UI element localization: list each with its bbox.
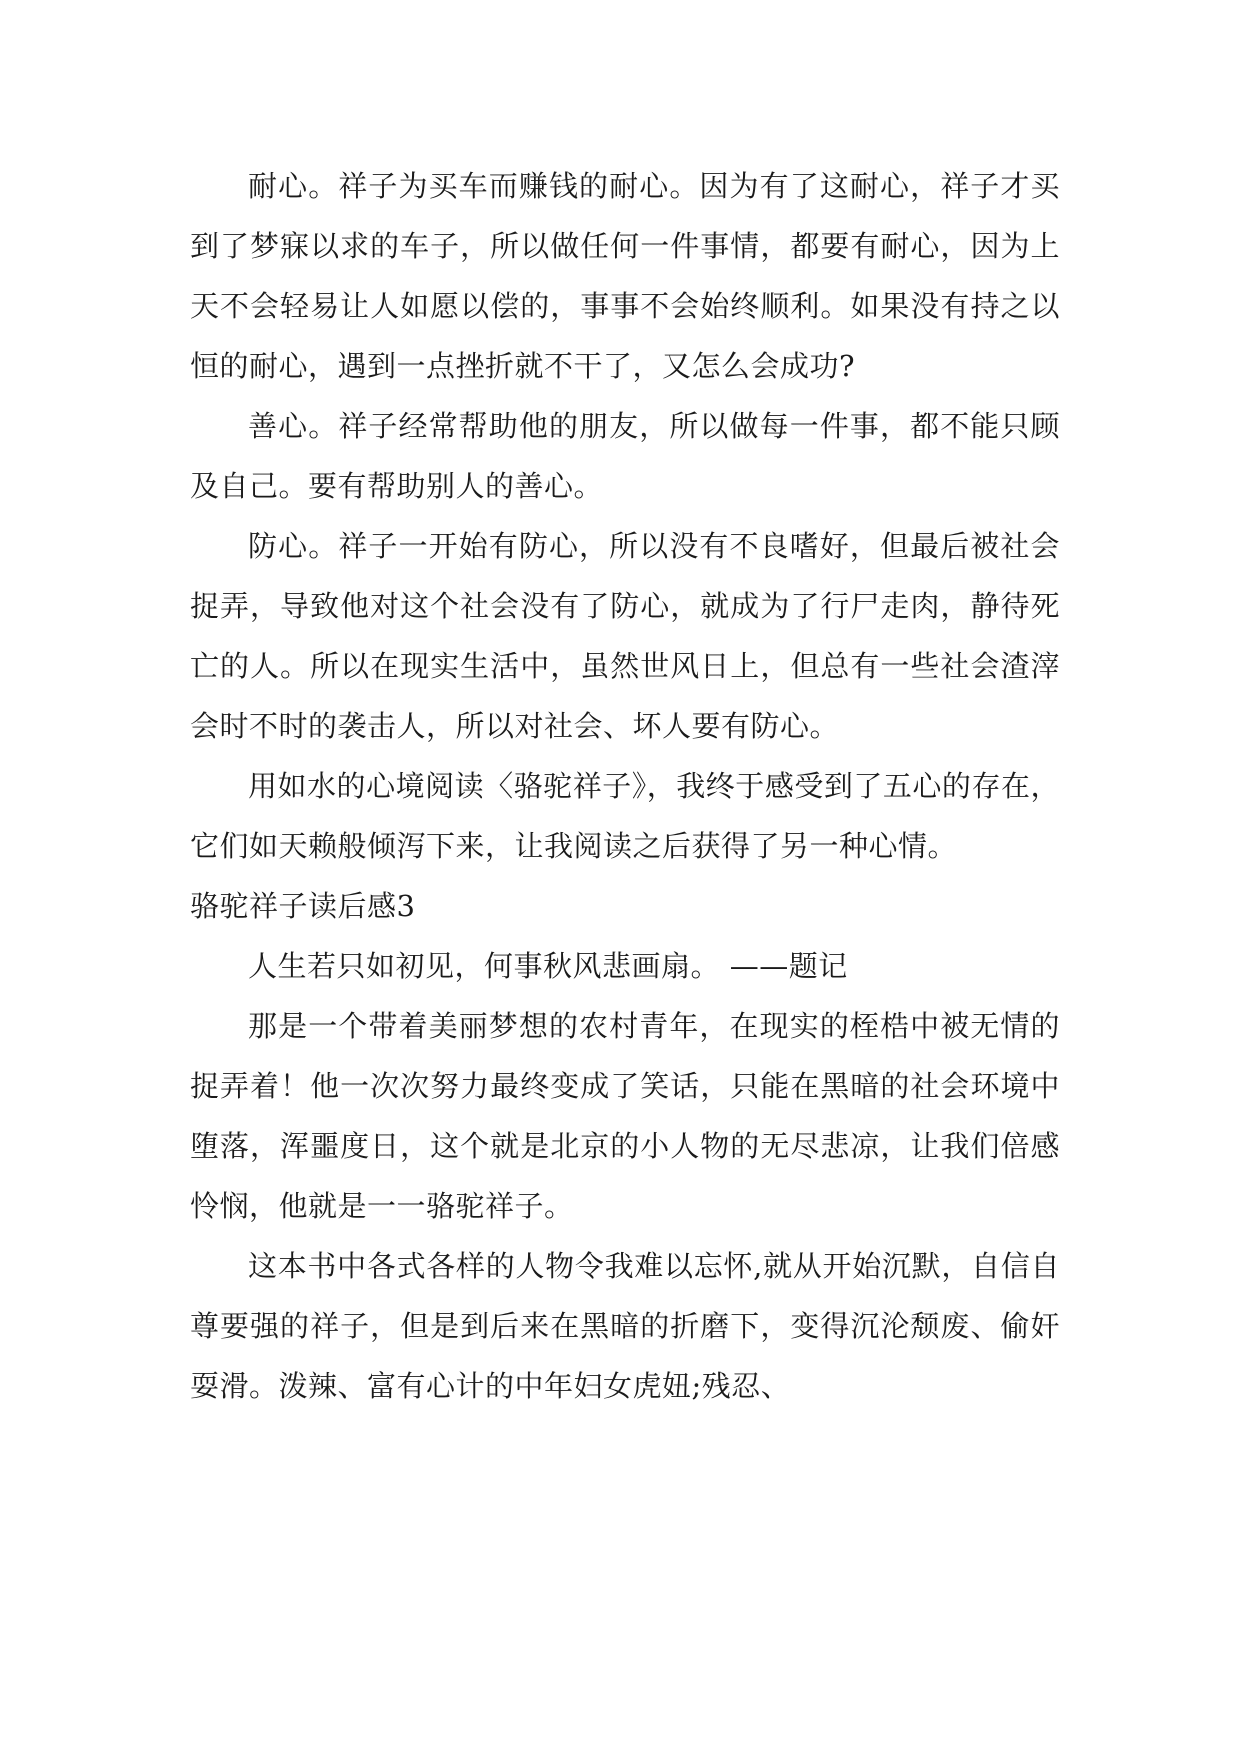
paragraph-kindness: 善心。祥子经常帮助他的朋友，所以做每一件事，都不能只顾及自己。要有帮助别人的善心。 xyxy=(190,409,1060,503)
paragraph-vigilance: 防心。祥子一开始有防心，所以没有不良嗜好，但最后被社会捉弄，导致他对这个社会没有了防心，就成为了行尸走肉，静待死亡的人。所以在现实生活中，虽然世风日上，但总有一些社会渣滓会时不时的袭击人，所以对社会、坏人要有防心。 xyxy=(190,529,1060,743)
paragraph-characters: 这本书中各式各样的人物令我难以忘怀,就从开始沉默，自信自尊要强的祥子，但是到后来在黑暗的折磨下，变得沉沦颓废、偷奸耍滑。泼辣、富有心计的中年妇女虎妞;残忍、 xyxy=(190,1249,1060,1403)
paragraph-patience: 耐心。祥子为买车而赚钱的耐心。因为有了这耐心，祥子才买到了梦寐以求的车子，所以做任何一件事情，都要有耐心，因为上天不会轻易让人如愿以偿的，事事不会始终顺利。如果没有持之以恒的耐心，遇到一点挫折就不干了，又怎么会成功? xyxy=(190,169,1060,383)
section-heading: 骆驼祥子读后感3 xyxy=(190,889,416,923)
document-body xyxy=(190,156,1060,1416)
paragraph-epigraph: 人生若只如初见，何事秋风悲画扇。 ——题记 xyxy=(248,949,848,983)
paragraph-introduction: 那是一个带着美丽梦想的农村青年，在现实的桎梏中被无情的捉弄着！他一次次努力最终变成了笑话，只能在黑暗的社会环境中堕落，浑噩度日，这个就是北京的小人物的无尽悲凉，让我们倍感怜悯，他就是一一骆驼祥子。 xyxy=(190,1009,1060,1223)
paragraph-five-hearts: 用如水的心境阅读〈骆驼祥子》，我终于感受到了五心的存在，它们如天赖般倾泻下来，让我阅读之后获得了另一种心情。 xyxy=(190,769,1060,863)
